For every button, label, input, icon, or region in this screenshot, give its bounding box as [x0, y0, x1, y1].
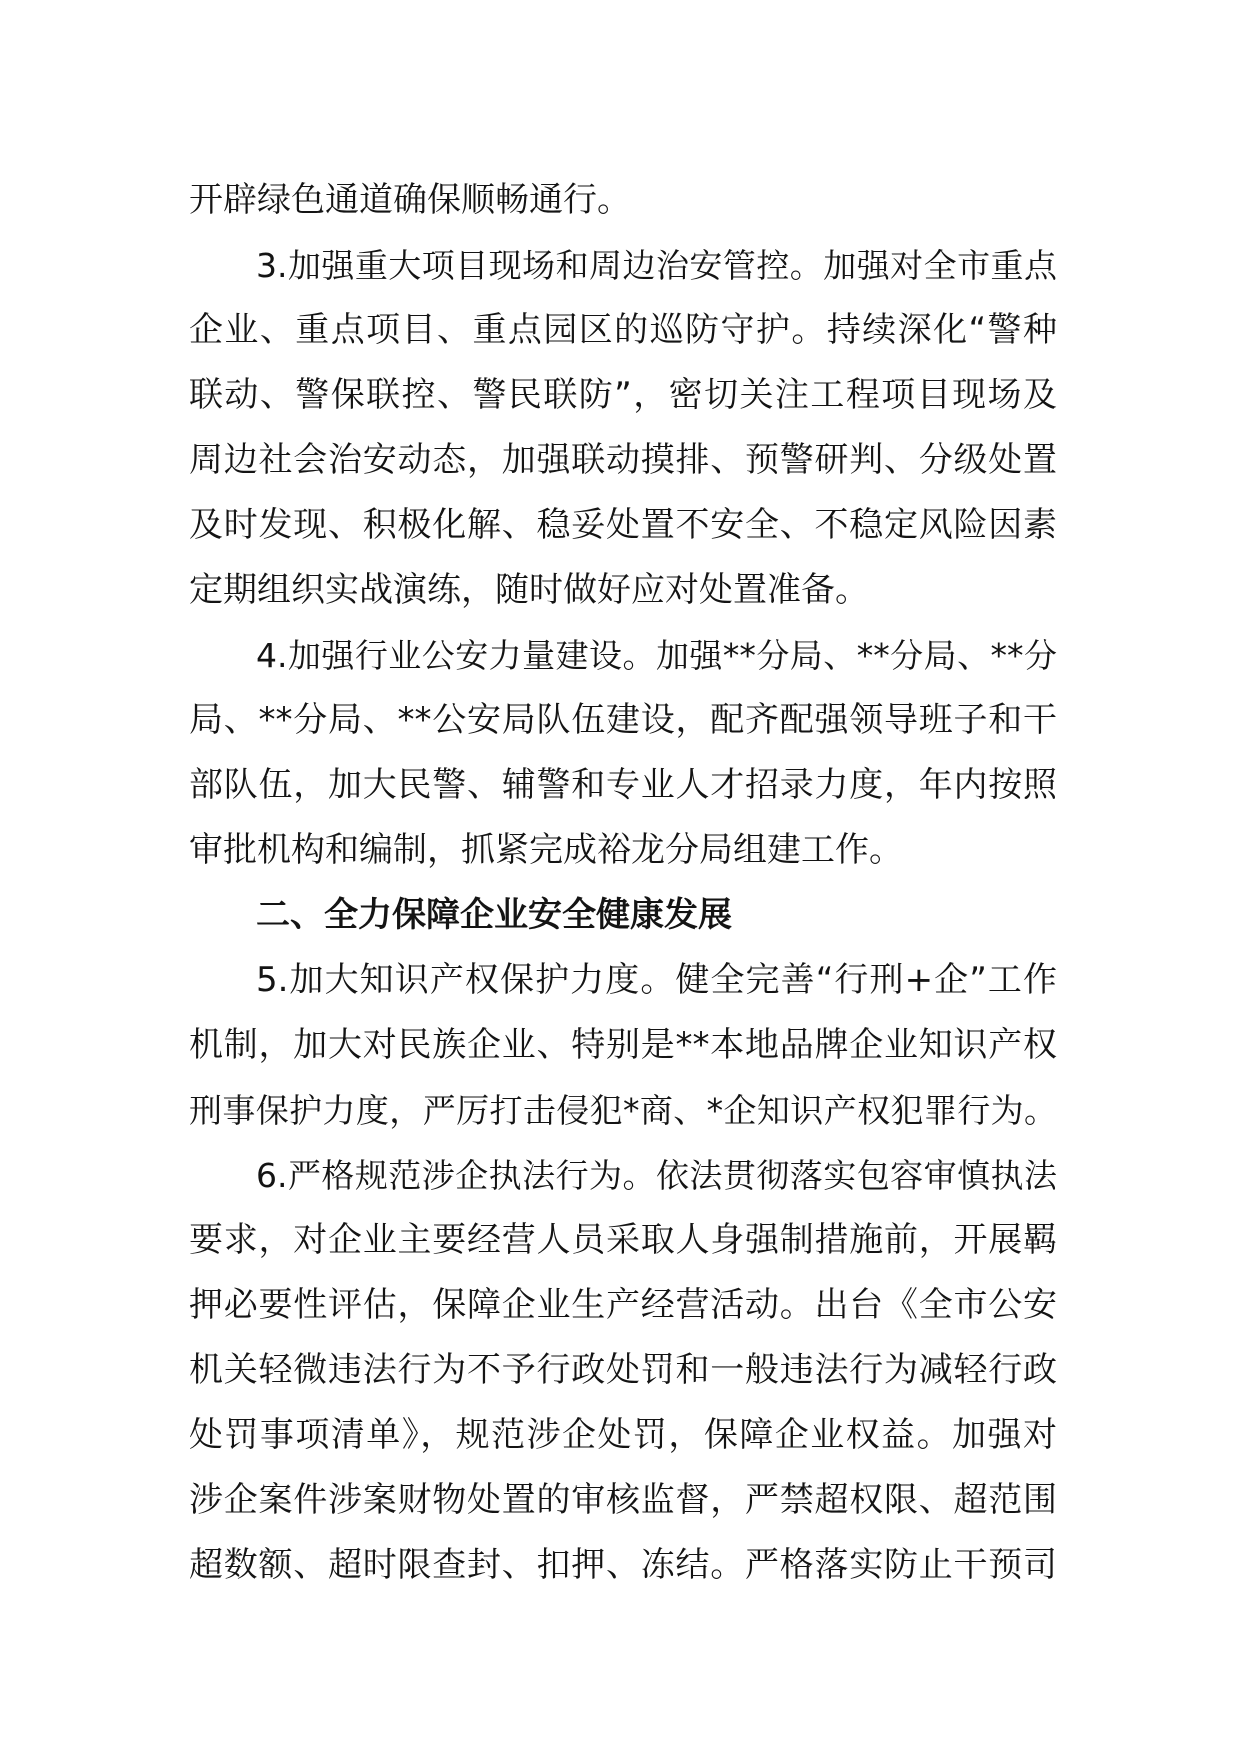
- paragraph-line: 局、**分局、**公安局队伍建设，配齐配强领导班子和干: [189, 700, 1057, 740]
- section-heading: 二、全力保障企业安全健康发展: [256, 895, 732, 935]
- paragraph-line: 周边社会治安动态，加强联动摸排、预警研判、分级处置: [189, 440, 1057, 480]
- paragraph-line: 要求，对企业主要经营人员采取人身强制措施前，开展羁: [189, 1220, 1057, 1260]
- paragraph-line: 及时发现、积极化解、稳妥处置不安全、不稳定风险因素: [189, 505, 1057, 545]
- paragraph-line: 企业、重点项目、重点园区的巡防守护。持续深化“警种: [189, 310, 1057, 350]
- paragraph-line: 开辟绿色通道确保顺畅通行。: [189, 180, 631, 220]
- paragraph-line: 4.加强行业公安力量建设。加强**分局、**分局、**分: [256, 636, 1057, 675]
- paragraph-line: 3.加强重大项目现场和周边治安管控。加强对全市重点: [256, 246, 1057, 285]
- paragraph-line: 部队伍，加大民警、辅警和专业人才招录力度，年内按照: [189, 765, 1057, 805]
- paragraph-line: 定期组织实战演练，随时做好应对处置准备。: [189, 570, 869, 610]
- paragraph-line: 押必要性评估，保障企业生产经营活动。出台《全市公安: [189, 1285, 1057, 1325]
- paragraph-line: 刑事保护力度，严厉打击侵犯*商、*企知识产权犯罪行为。: [189, 1091, 1057, 1130]
- document-body: [189, 168, 1057, 1598]
- paragraph-line: 超数额、超时限查封、扣押、冻结。严格落实防止干预司: [189, 1545, 1057, 1585]
- paragraph-line: 机制，加大对民族企业、特别是**本地品牌企业知识产权: [189, 1025, 1057, 1065]
- paragraph-line: 5.加大知识产权保护力度。健全完善“行刑+企”工作: [256, 960, 1057, 1000]
- paragraph-line: 涉企案件涉案财物处置的审核监督，严禁超权限、超范围: [189, 1480, 1057, 1520]
- paragraph-line: 联动、警保联控、警民联防”，密切关注工程项目现场及: [189, 375, 1057, 415]
- paragraph-line: 6.严格规范涉企执法行为。依法贯彻落实包容审慎执法: [256, 1156, 1057, 1195]
- paragraph-line: 审批机构和编制，抓紧完成裕龙分局组建工作。: [189, 830, 903, 870]
- paragraph-line: 处罚事项清单》，规范涉企处罚，保障企业权益。加强对: [189, 1415, 1057, 1455]
- paragraph-line: 机关轻微违法行为不予行政处罚和一般违法行为减轻行政: [189, 1350, 1057, 1390]
